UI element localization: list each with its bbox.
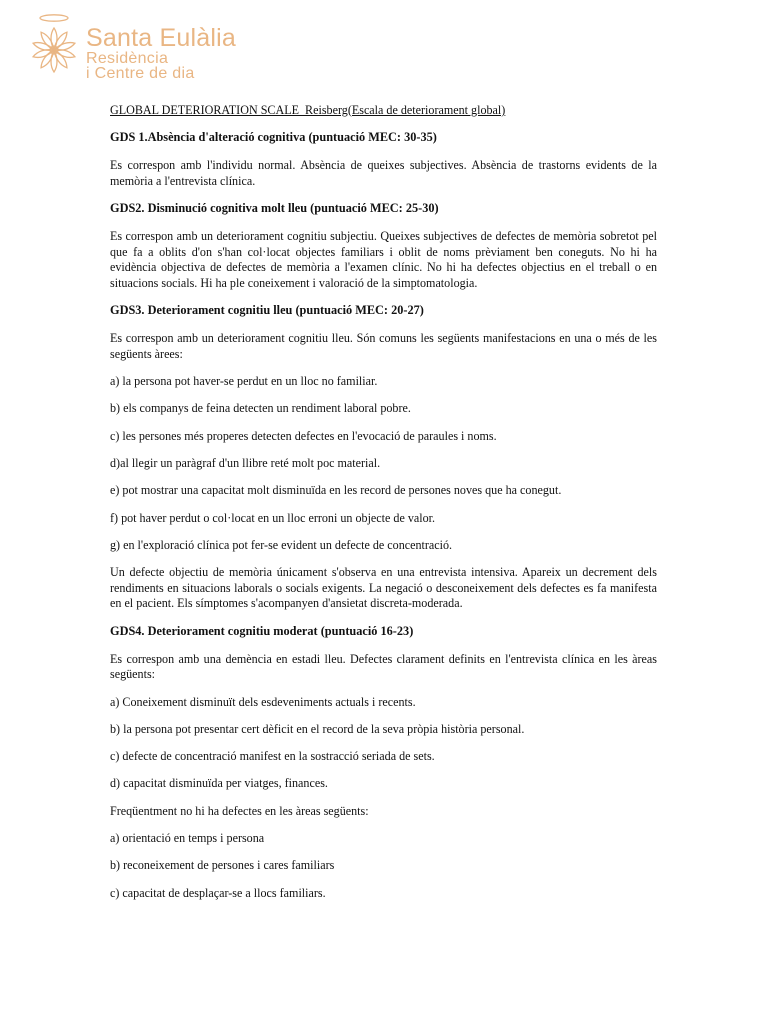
gds4-intro: Es correspon amb una demència en estadi lleu. Defectes clarament definits en l'entrevista clínica en les àreas següents: bbox=[110, 651, 657, 682]
logo-name: Santa Eulàlia bbox=[86, 24, 236, 52]
gds1-heading: GDS 1.Absència d'alteració cognitiva (puntuació MEC: 30-35) bbox=[110, 130, 437, 145]
gds4-preserved-item-a: a) orientació en temps i persona bbox=[110, 831, 265, 845]
gds3-heading: GDS3. Deteriorament cognitiu lleu (puntuació MEC: 20-27) bbox=[110, 303, 424, 318]
gds4-heading: GDS4. Deteriorament cognitiu moderat (puntuació 16-23) bbox=[110, 623, 414, 638]
gds4-item-d: d) capacitat disminuïda per viatges, finances. bbox=[110, 776, 328, 791]
document-title: GLOBAL DETERIORATION SCALE Reisberg(Escala de deteriorament global) bbox=[110, 103, 506, 117]
gds3-item-f: f) pot haver perdut o col·locat en un lloc erroni un objecte de valor. bbox=[110, 510, 436, 525]
logo-subtitle-line1: Residència bbox=[86, 50, 169, 67]
logo-subtitle-line2: i Centre de dia bbox=[86, 65, 195, 82]
gds3-intro: Es correspon amb un deteriorament cognitiu lleu. Són comuns les següents manifestacions en una o més de les següents àrees: bbox=[110, 331, 657, 361]
gds3-item-a: a) la persona pot haver-se perdut en un lloc no familiar. bbox=[110, 374, 378, 389]
gds3-closing: Un defecte objectiu de memòria únicament s'observa en una entrevista intensiva. Apareix un decrement dels rendiments en situacions laborals o socials exigents. La negació o desconeixement dels defectes es fa manifesta en el pacient. Els símptomes s'acompanyen d'ansietat discreta-moderada. bbox=[110, 565, 657, 611]
santa-eulalia-logo bbox=[28, 12, 238, 82]
flower-halo-icon bbox=[28, 12, 84, 78]
gds3-item-g: g) en l'exploració clínica pot fer-se evident un defecte de concentració. bbox=[110, 537, 453, 552]
gds2-heading: GDS2. Disminució cognitiva molt lleu (puntuació MEC: 25-30) bbox=[110, 201, 439, 216]
gds3-item-d: d)al llegir un paràgraf d'un llibre reté molt poc material. bbox=[110, 456, 381, 471]
gds4-item-b: b) la persona pot presentar cert dèficit en el record de la seva pròpia història personal. bbox=[110, 721, 525, 736]
gds2-text: Es correspon amb un deteriorament cognitiu subjectiu. Queixes subjectives de defectes de memòria sobretot pel que fa a oblits d'on s'han col·locat objectes familiars i oblit de noms prèviament ben coneguts. No hi ha evidència objectiva de defectes de memòria a l'examen clínic. No hi ha defectes objectius en el treball o en situacions socials. Hi ha ple coneixement i valoració de la simptomatologia. bbox=[110, 229, 657, 290]
document-body bbox=[110, 103, 657, 913]
gds4-item-a: a) Coneixement disminuït dels esdeveniments actuals i recents. bbox=[110, 694, 416, 709]
gds4-item-c: c) defecte de concentració manifest en la sostracció seriada de sets. bbox=[110, 749, 435, 764]
gds3-item-e: e) pot mostrar una capacitat molt disminuïda en les record de persones noves que ha conegut. bbox=[110, 483, 562, 498]
gds4-intro2: Freqüentment no hi ha defectes en les àreas següents: bbox=[110, 803, 369, 818]
gds3-item-c: c) les persones més properes detecten defectes en l'evocació de paraules i noms. bbox=[110, 428, 497, 443]
logo-text bbox=[86, 26, 236, 81]
gds4-preserved-item-b: b) reconeixement de persones i cares familiars bbox=[110, 858, 335, 873]
gds1-text: Es correspon amb l'individu normal. Absència de queixes subjectives. Absència de trastorns evidents de la memòria a l'entrevista clínica. bbox=[110, 158, 657, 188]
gds3-item-b: b) els companys de feina detecten un rendiment laboral pobre. bbox=[110, 401, 411, 416]
gds4-preserved-item-c: c) capacitat de desplaçar-se a llocs familiars. bbox=[110, 885, 326, 900]
